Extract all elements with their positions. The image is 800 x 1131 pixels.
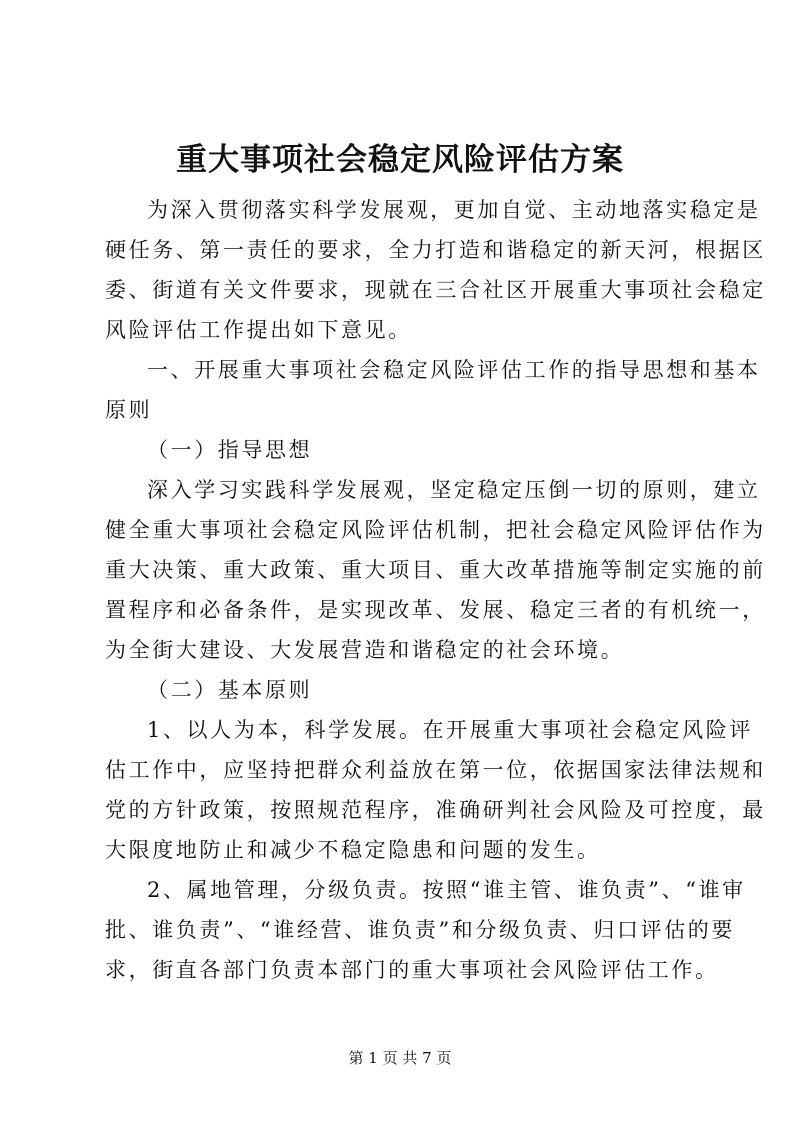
section-heading: 一、开展重大事项社会稳定风险评估工作的指导思想和基本 — [147, 358, 761, 382]
body-line: 1、以人为本，科学发展。在开展重大事项社会稳定风险评 — [147, 718, 753, 742]
body-line: 为全街大建设、大发展营造和谐稳定的社会环境。 — [105, 638, 625, 662]
body-line: 求，街直各部门负责本部门的重大事项社会风险评估工作。 — [105, 958, 719, 982]
body-line: 为深入贯彻落实科学发展观，更加自觉、主动地落实稳定是 — [147, 198, 761, 222]
page-number: 第 1 页 共 7 页 — [348, 1049, 452, 1067]
document-title: 重大事项社会稳定风险评估方案 — [176, 142, 624, 178]
body-line: 硬任务、第一责任的要求，全力打造和谐稳定的新天河，根据区 — [105, 238, 766, 262]
body-line: 健全重大事项社会稳定风险评估机制，把社会稳定风险评估作为 — [105, 518, 766, 542]
section-heading: 原则 — [105, 398, 153, 422]
body-line: 大限度地防止和减少不稳定隐患和问题的发生。 — [105, 838, 601, 862]
subsection-heading: （一）指导思想 — [147, 438, 313, 462]
body-line: 深入学习实践科学发展观，坚定稳定压倒一切的原则，建立 — [147, 478, 761, 502]
body-line: 批、谁负责”、“谁经营、谁负责”和分级负责、归口评估的要 — [105, 918, 736, 942]
body-line: 委、街道有关文件要求，现就在三合社区开展重大事项社会稳定 — [105, 278, 766, 302]
body-line: 2、属地管理，分级负责。按照“谁主管、谁负责”、“谁审 — [147, 878, 746, 902]
subsection-heading: （二）基本原则 — [147, 678, 313, 702]
body-line: 党的方针政策，按照规范程序，准确研判社会风险及可控度，最 — [105, 798, 766, 822]
body-line: 估工作中，应坚持把群众利益放在第一位，依据国家法律法规和 — [105, 758, 766, 782]
body-line: 风险评估工作提出如下意见。 — [105, 318, 412, 342]
body-line: 重大决策、重大政策、重大项目、重大改革措施等制定实施的前 — [105, 558, 766, 582]
body-line: 置程序和必备条件，是实现改革、发展、稳定三者的有机统一， — [105, 598, 766, 622]
